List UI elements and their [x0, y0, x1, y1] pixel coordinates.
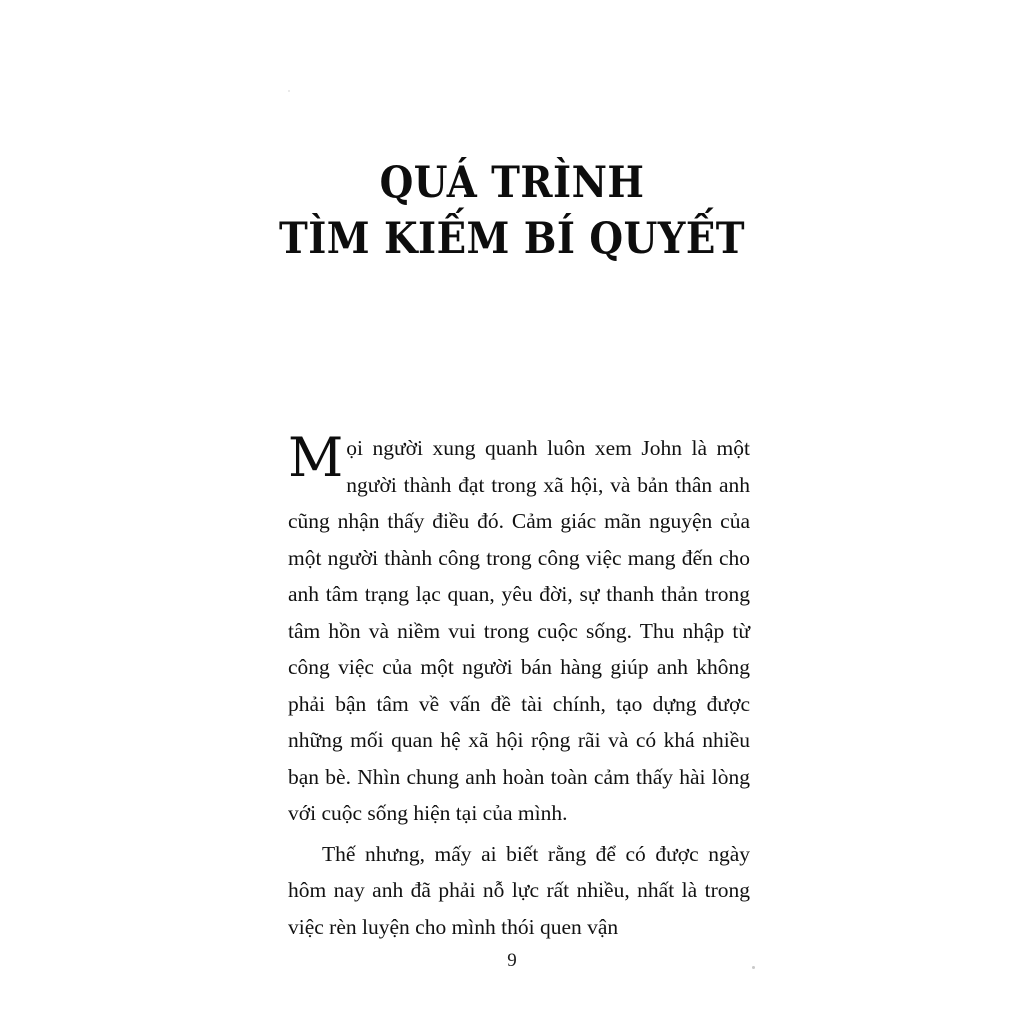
drop-cap: M	[288, 426, 344, 489]
chapter-title-line-2: TÌM KIẾM BÍ QUYẾT	[278, 214, 746, 265]
page-number: 9	[507, 950, 517, 971]
paragraph-1	[288, 426, 750, 832]
body-text	[288, 426, 750, 945]
scan-speck-icon	[752, 966, 755, 969]
paragraph-1-text: ọi người xung quanh luôn xem John là một người thành đạt trong xã hội, và bản thân anh cũng nhận thấy điều đó. Cảm giác mãn nguyện của một người thành công trong công việc mang đến cho anh tâm trạng lạc quan, yêu đời, sự thanh thản trong tâm hồn và niềm vui trong cuộc sống. Thu nhập từ công việc của một người bán hàng giúp anh không phải bận tâm về vấn đề tài chính, tạo dựng được những mối quan hệ xã hội rộng rãi và có khá nhiều bạn bè. Nhìn chung anh hoàn toàn cảm thấy hài lòng với cuộc sống hiện tại của mình.	[288, 436, 750, 825]
chapter-title-line-1: QUÁ TRÌNH	[379, 158, 645, 209]
paragraph-2: Thế nhưng, mấy ai biết rằng để có được ngày hôm nay anh đã phải nỗ lực rất nhiều, nhất là trong việc rèn luyện cho mình thói quen vận	[288, 841, 750, 939]
scan-speck-icon	[288, 90, 290, 92]
chapter-title	[0, 155, 1024, 267]
